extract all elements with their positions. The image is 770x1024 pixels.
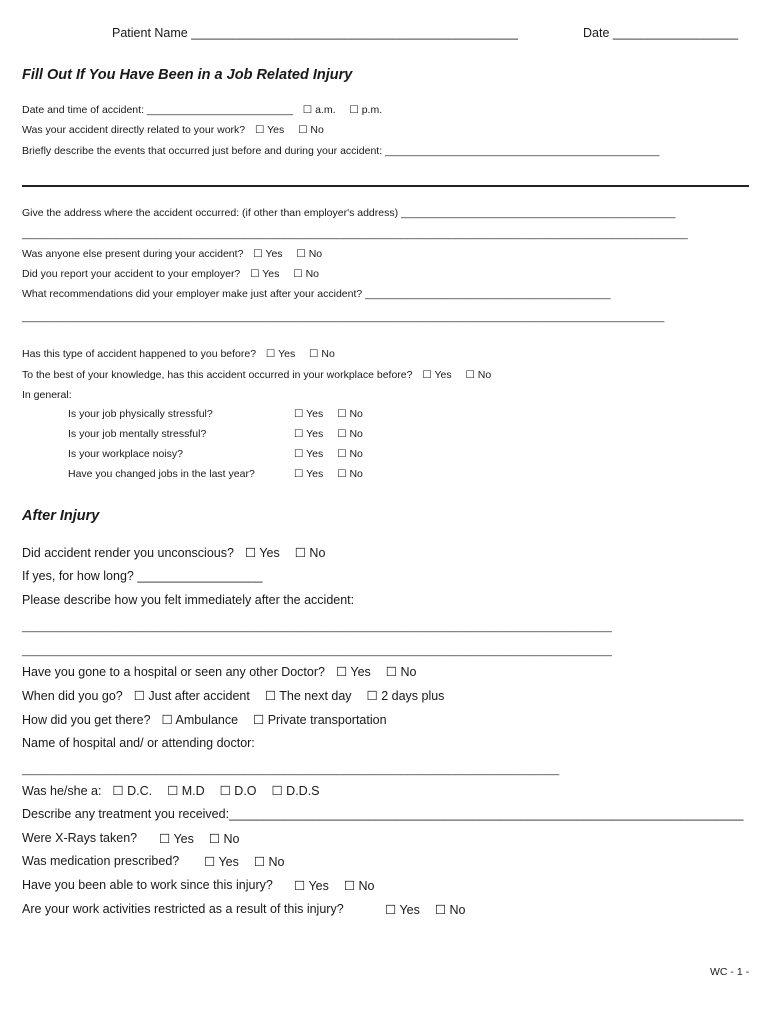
treatment-label: Describe any treatment you received: (22, 807, 230, 821)
work-related-row (22, 124, 324, 136)
describe-field[interactable]: _______________________________________________ (385, 145, 660, 157)
report-row (22, 268, 319, 280)
section-heading-after-injury: After Injury (22, 508, 100, 524)
general-item-no-checkbox[interactable]: ☐ No (337, 428, 363, 440)
general-item-yes-checkbox[interactable]: ☐ Yes (294, 408, 324, 420)
recommend-field-line2[interactable]: ______________________________________________________________________________________________________________ (22, 311, 665, 323)
page-code: WC - 1 - (710, 966, 750, 978)
hospital-name-field[interactable]: ____________________________________________________________________________________________ (22, 764, 560, 776)
how-ambulance-checkbox[interactable]: ☐ Ambulance (161, 713, 239, 727)
am-checkbox[interactable]: ☐ a.m. (302, 104, 336, 116)
general-item-no-checkbox[interactable]: ☐ No (337, 448, 363, 460)
felt-field-line1[interactable]: _____________________________________________________________________________________________________ (22, 621, 612, 633)
present-yes-checkbox[interactable]: ☐ Yes (253, 248, 283, 260)
how-question: How did you get there? (22, 713, 151, 727)
describe-row (22, 145, 660, 157)
date-time-row (22, 104, 382, 116)
felt-label: Please describe how you felt immediately after the accident: (22, 593, 355, 607)
date-row (583, 26, 738, 40)
general-item-noisy-options (294, 448, 363, 460)
general-item-question: Have you changed jobs in the last year? (68, 468, 255, 480)
hospital-row (22, 664, 416, 679)
general-item-physical (68, 408, 213, 420)
work-since-yes-checkbox[interactable]: ☐ Yes (294, 879, 329, 893)
general-item-jobs-options (294, 468, 363, 480)
how-long-row (22, 569, 263, 583)
section-heading-job-injury: Fill Out If You Have Been in a Job Related Injury (22, 67, 353, 83)
workplace-no-checkbox[interactable]: ☐ No (465, 369, 492, 381)
address-row (22, 207, 676, 219)
section-divider (22, 185, 749, 187)
hospital-yes-checkbox[interactable]: ☐ Yes (335, 665, 371, 679)
restricted-row (22, 902, 344, 916)
xray-question: Were X-Rays taken? (22, 831, 138, 845)
hospital-question: Have you gone to a hospital or seen any other Doctor? (22, 665, 325, 679)
unconscious-row (22, 545, 325, 560)
general-item-yes-checkbox[interactable]: ☐ Yes (294, 468, 324, 480)
restricted-no-checkbox[interactable]: ☐ No (434, 903, 466, 917)
hospital-name-label: Name of hospital and/ or attending doctor: (22, 736, 255, 750)
was-row (22, 783, 320, 798)
general-item-yes-checkbox[interactable]: ☐ Yes (294, 448, 324, 460)
date-time-field[interactable]: _________________________ (146, 104, 293, 116)
work-related-yes-checkbox[interactable]: ☐ Yes (254, 124, 285, 136)
when-2-days-checkbox[interactable]: ☐ 2 days plus (366, 689, 445, 703)
unconscious-no-checkbox[interactable]: ☐ No (294, 546, 326, 560)
medication-no-checkbox[interactable]: ☐ No (253, 855, 285, 869)
work-since-options (294, 878, 375, 893)
hospital-no-checkbox[interactable]: ☐ No (385, 665, 417, 679)
when-row (22, 688, 444, 703)
treatment-row (22, 807, 744, 821)
address-label: Give the address where the accident occurred: (if other than employer's address) (22, 207, 399, 219)
md-checkbox[interactable]: ☐ M.D (167, 784, 205, 798)
general-item-jobs (68, 468, 255, 480)
general-label: In general: (22, 389, 72, 401)
work-related-question: Was your accident directly related to your work? (22, 124, 246, 136)
work-since-question: Have you been able to work since this injury? (22, 878, 273, 892)
how-long-field[interactable]: __________________ (137, 569, 263, 583)
workplace-question: To the best of your knowledge, has this accident occurred in your workplace before? (22, 369, 413, 381)
patient-name-row (112, 26, 518, 40)
dc-checkbox[interactable]: ☐ D.C. (112, 784, 153, 798)
workplace-yes-checkbox[interactable]: ☐ Yes (422, 369, 452, 381)
describe-label: Briefly describe the events that occurred just before and during your accident: (22, 145, 383, 157)
address-field[interactable]: _______________________________________________ (401, 207, 676, 219)
general-item-noisy (68, 448, 183, 460)
present-question: Was anyone else present during your accident? (22, 248, 244, 260)
present-no-checkbox[interactable]: ☐ No (296, 248, 323, 260)
patient-name-field[interactable]: _______________________________________________ (191, 26, 518, 40)
before-no-checkbox[interactable]: ☐ No (309, 348, 335, 360)
present-row (22, 248, 322, 260)
general-item-no-checkbox[interactable]: ☐ No (337, 468, 363, 480)
pm-checkbox[interactable]: ☐ p.m. (349, 104, 383, 116)
patient-name-label: Patient Name (112, 26, 188, 40)
xray-yes-checkbox[interactable]: ☐ Yes (159, 832, 194, 846)
address-field-line2[interactable]: __________________________________________________________________________________________________________________ (22, 228, 688, 240)
medication-yes-checkbox[interactable]: ☐ Yes (204, 855, 239, 869)
unconscious-question: Did accident render you unconscious? (22, 546, 234, 560)
medication-row (22, 854, 179, 868)
general-item-mental-options (294, 428, 363, 440)
recommend-row (22, 288, 610, 300)
restricted-options (385, 902, 466, 917)
restricted-yes-checkbox[interactable]: ☐ Yes (385, 903, 420, 917)
workplace-row (22, 369, 491, 381)
date-label: Date (583, 26, 610, 40)
before-row (22, 348, 335, 360)
how-long-label: If yes, for how long? (22, 569, 134, 583)
general-item-mental (68, 428, 206, 440)
medication-question: Was medication prescribed? (22, 854, 180, 868)
how-private-checkbox[interactable]: ☐ Private transportation (253, 713, 387, 727)
when-next-day-checkbox[interactable]: ☐ The next day (264, 689, 352, 703)
xray-options (159, 831, 240, 846)
when-just-after-checkbox[interactable]: ☐ Just after accident (133, 689, 250, 703)
do-checkbox[interactable]: ☐ D.O (219, 784, 257, 798)
xray-no-checkbox[interactable]: ☐ No (208, 832, 240, 846)
general-item-yes-checkbox[interactable]: ☐ Yes (294, 428, 324, 440)
work-since-row (22, 878, 273, 892)
report-no-checkbox[interactable]: ☐ No (293, 268, 320, 280)
recommend-question: What recommendations did your employer make just after your accident? (22, 288, 363, 300)
felt-field-line2[interactable]: _____________________________________________________________________________________________________ (22, 645, 612, 657)
medication-options (204, 854, 285, 869)
before-yes-checkbox[interactable]: ☐ Yes (265, 348, 296, 360)
when-question: When did you go? (22, 689, 123, 703)
work-related-no-checkbox[interactable]: ☐ No (298, 124, 324, 136)
recommend-field[interactable]: __________________________________________ (365, 288, 611, 300)
treatment-field[interactable]: __________________________________________________________________________ (229, 807, 744, 821)
general-item-physical-options (294, 408, 363, 420)
report-yes-checkbox[interactable]: ☐ Yes (250, 268, 280, 280)
date-field[interactable]: __________________ (612, 26, 739, 40)
work-since-no-checkbox[interactable]: ☐ No (343, 879, 375, 893)
general-item-question: Is your workplace noisy? (68, 448, 183, 460)
dds-checkbox[interactable]: ☐ D.D.S (271, 784, 320, 798)
restricted-question: Are your work activities restricted as a result of this injury? (22, 902, 344, 916)
general-item-question: Is your job physically stressful? (68, 408, 213, 420)
general-item-no-checkbox[interactable]: ☐ No (337, 408, 363, 420)
unconscious-yes-checkbox[interactable]: ☐ Yes (244, 546, 280, 560)
report-question: Did you report your accident to your employer? (22, 268, 241, 280)
date-time-label: Date and time of accident: (22, 104, 144, 116)
xray-row (22, 831, 137, 845)
was-label: Was he/she a: (22, 784, 102, 798)
before-question: Has this type of accident happened to you before? (22, 348, 257, 360)
how-row (22, 712, 387, 727)
general-item-question: Is your job mentally stressful? (68, 428, 207, 440)
